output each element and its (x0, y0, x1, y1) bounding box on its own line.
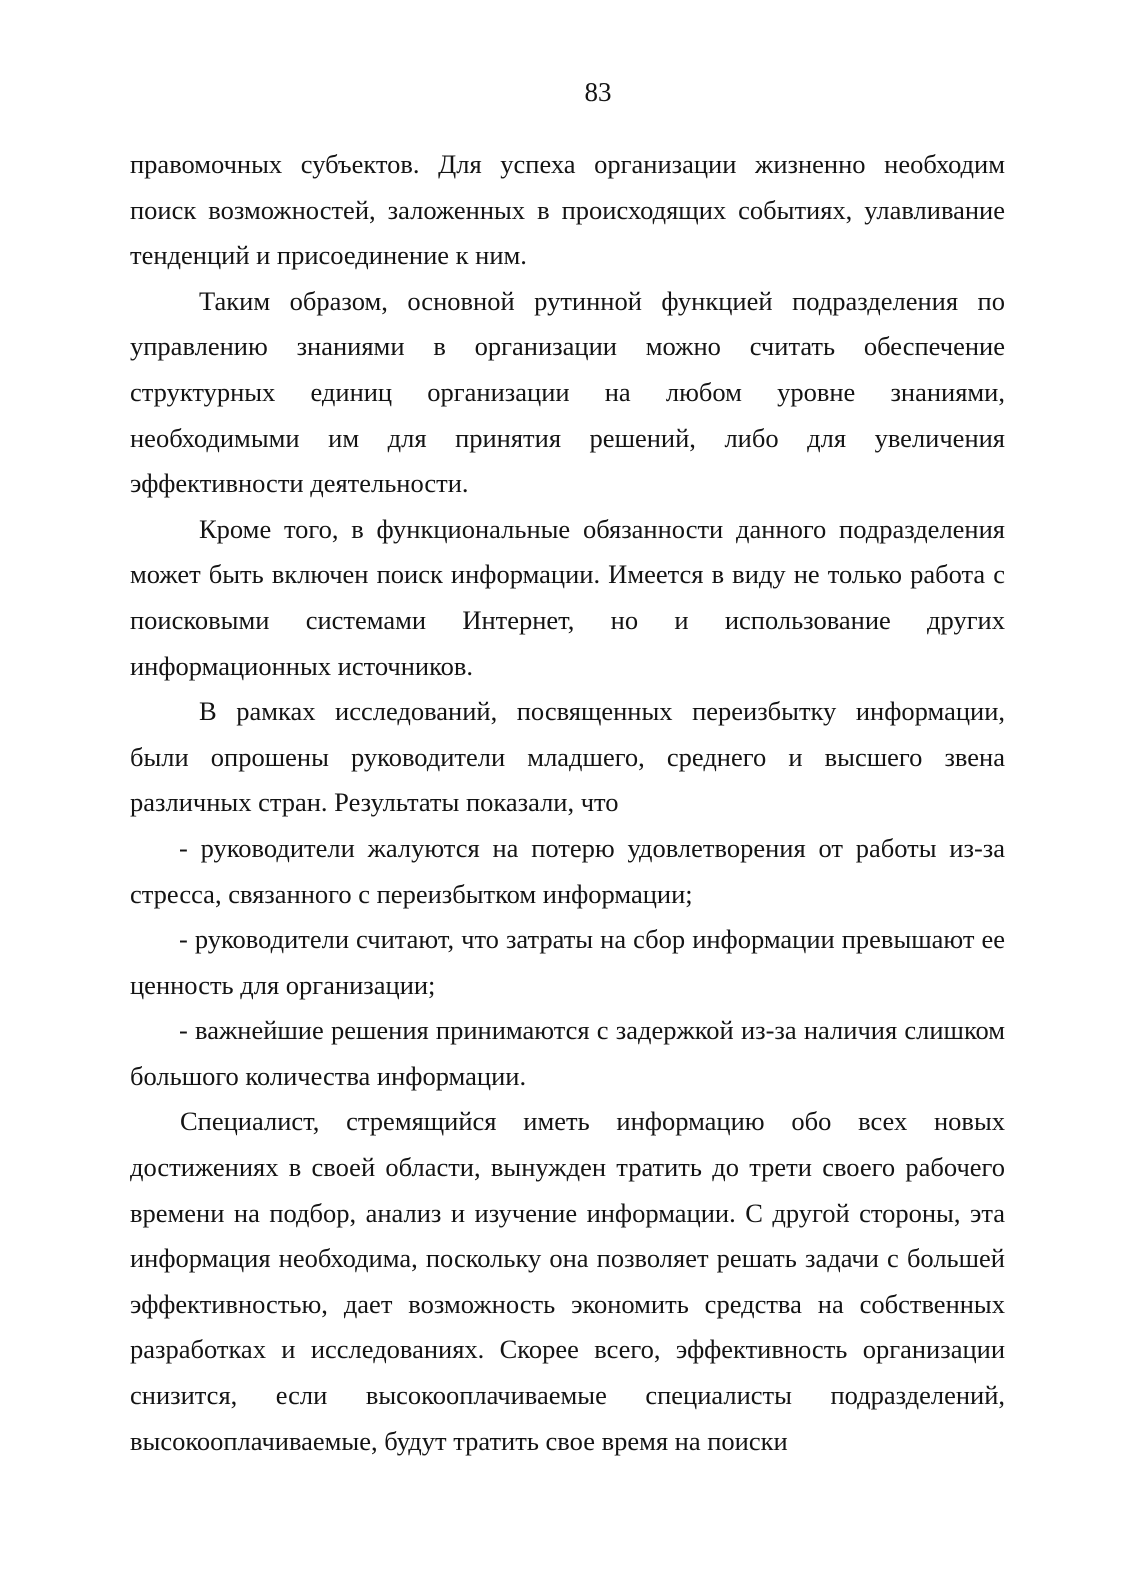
list-item-stress: - руководители жалуются на потерю удовлетворения от работы из-за стресса, связанного с переизбытком информации; (130, 832, 1005, 909)
list-item-costs: - руководители считают, что затраты на сбор информации превышают ее ценность для организации; (130, 924, 1005, 1000)
paragraph-research-survey: В рамках исследований, посвященных переизбытку информации, были опрошены руководители младшего, среднего и высшего звена различных стран. Результаты показали, что (130, 696, 1005, 818)
paragraph-information-search: Кроме того, в функциональные обязанности данного подразделения может быть включен поиск информации. Имеется в виду не только работа с поисковыми системами Интернет, но и использование других информационных источников. (130, 513, 1005, 681)
paragraph-specialist: Специалист, стремящийся иметь информацию обо всех новых достижениях в своей области, вынужден тратить до трети своего рабочего времени на подбор, анализ и изучение информации. С другой стороны, эта информация необходима, поскольку она позволяет решать задачи с большей эффективностью, дает возможность экономить средства на собственных разработках и исследованиях. Скорее всего, эффективность организации снизится, если высокооплачиваемые специалисты подразделений, высокооплачиваемые, будут тратить свое время на поиски (130, 1106, 1005, 1456)
page-number: 83 (584, 77, 612, 107)
document-body (130, 142, 1005, 1464)
paragraph-continuation: правомочных субъектов. Для успеха организации жизненно необходим поиск возможностей, заложенных в происходящих событиях, улавливание тенденций и присоединение к ним. (130, 149, 1005, 271)
paragraph-routine-function: Таким образом, основной рутинной функцией подразделения по управлению знаниями в организации можно считать обеспечение структурных единиц организации на любом уровне знаниями, необходимыми им для принятия решений, либо для увеличения эффективности деятельности. (130, 285, 1005, 499)
list-item-delays: - важнейшие решения принимаются с задержкой из-за наличия слишком большого количества информации. (130, 1015, 1005, 1091)
